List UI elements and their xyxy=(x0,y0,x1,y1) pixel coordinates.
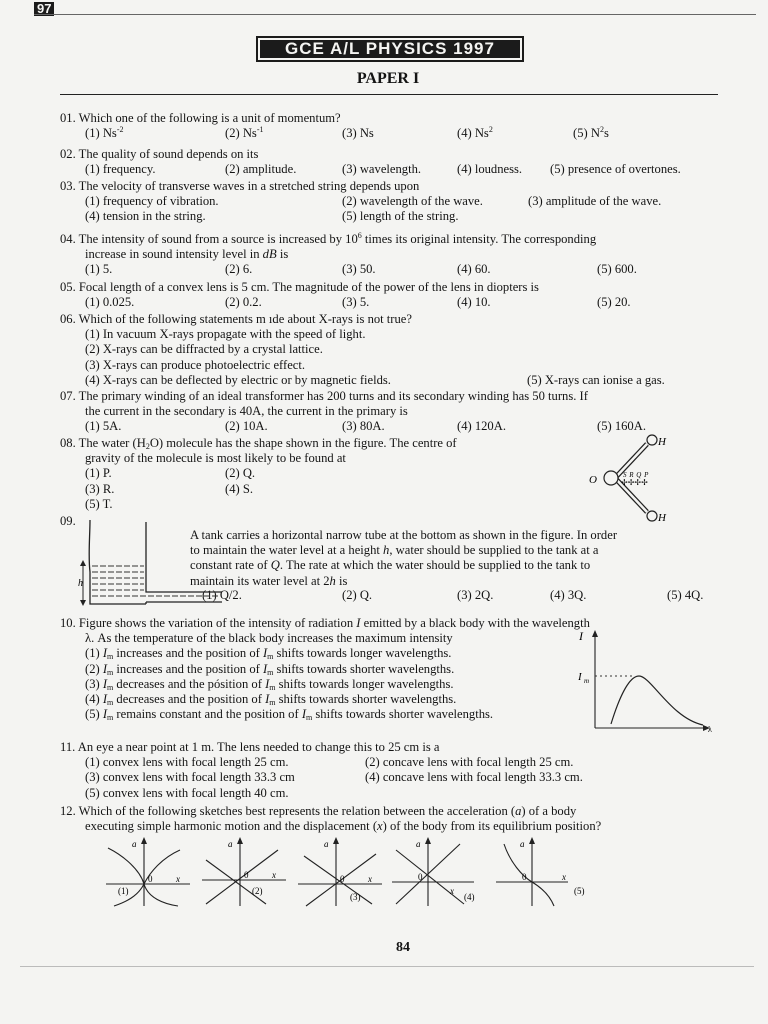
option-2: (2) concave lens with focal length 25 cm. xyxy=(365,755,574,770)
svg-text:(2): (2) xyxy=(252,886,263,896)
question-08: 08. The water $(H_2O)$ molecule has the shape shown in the figure. The centre of gravity of the molecule is most likely to be found at (1) P. (2) Q. (3) R. (4) S. (5) T. xyxy=(60,436,457,511)
options-row xyxy=(60,194,662,209)
option-5: (5) $I_m$ remains constant and the position of $I_m$ shifts towards shorter wavelengths. xyxy=(85,707,494,723)
tank-figure xyxy=(74,516,224,612)
blackbody-figure xyxy=(575,628,715,736)
sketch-2 xyxy=(196,836,292,908)
svg-text:x: x xyxy=(368,874,372,884)
option-4: (4) $I_m$ decreases and the position of $I_m$ shifts towards shorter wavelengths. xyxy=(85,692,457,708)
title-rule xyxy=(60,94,718,95)
question-07: 07. The primary winding of an ideal transformer has 200 turns and its secondary winding has 50 turns. If the current in the secondary is 40A, the current in the primary is (1) 5A. (2) 10A. (3) 80A. (4) 120A. (5) 160A. xyxy=(60,389,646,434)
option-1: (1) 5A. xyxy=(85,419,122,434)
svg-text:(3): (3) xyxy=(350,892,361,902)
option-3: (3) 2Q. xyxy=(457,588,494,602)
option-1: (1) P. xyxy=(85,466,112,481)
option-1: (1) $I_m$ increases and the position of $I_m$ shifts towards longer wavelengths. xyxy=(85,646,452,662)
option-1: (1) 0.025. xyxy=(85,295,135,310)
option-3: (3) convex lens with focal length 33.3 cm xyxy=(85,770,295,785)
question-text: An eye a near point at 1 m. The lens needed to change this to 25 cm is a xyxy=(77,740,440,754)
sketch-1 xyxy=(100,836,196,908)
question-number: 01. xyxy=(60,111,76,125)
option-3: (3) 50. xyxy=(342,262,376,277)
svg-text:0: 0 xyxy=(148,874,153,884)
option-2: (2) X-rays can be diffracted by a crystal lattice. xyxy=(85,342,323,357)
option-2: (2) Q. xyxy=(342,588,373,602)
option-3: (3) $I_m$ decreases and the pósition of $I_m$ shifts towards longer wavelengths. xyxy=(85,676,454,692)
exam-title-banner: GCE A/L PHYSICS 1997 xyxy=(256,36,524,62)
option-1: (1) 5. xyxy=(85,262,113,277)
question-10: 10. Figure shows the variation of the intensity of radiation I emitted by a black body with the wavelength λ. As the temperature of the black body increases the maximum intensity (1) $I_m$ increases and the position of $I_m$ shifts towards longer wavelengths. (2) $I_m$ increases and the position of $I_m$ shifts towards shorter wavelengths. (3) $I_m$ decreases and the pósition of $I_m$ shifts towards longer wavelengths. (4) $I_m$ decreases and the position of $I_m$ shifts towards shorter wavelengths. (5) $I_m$ remains constant and the position of $I_m$ shifts towards shorter wavelengths. xyxy=(60,616,590,723)
option-4: (4) loudness. xyxy=(457,162,523,177)
option-2: (2) 6. xyxy=(225,262,253,277)
sketch-4 xyxy=(388,836,484,908)
svg-text:a: a xyxy=(132,839,137,849)
svg-text:0: 0 xyxy=(418,872,423,882)
svg-text:λ: λ xyxy=(708,725,712,734)
options-row xyxy=(60,419,646,434)
option-5: (5) 160A. xyxy=(597,419,646,434)
option-3: (3) 80A. xyxy=(342,419,385,434)
option-5: (5) length of the string. xyxy=(342,209,459,224)
option-2: (2) amplitude. xyxy=(225,162,297,177)
options-row xyxy=(60,755,574,770)
option-3: (3) amplitude of the wave. xyxy=(528,194,662,209)
option-4: (4) 10. xyxy=(457,295,491,310)
option-4: (4) tension in the string. xyxy=(85,209,206,224)
question-text: Focal length of a convex lens is 5 cm. The magnitude of the power of the lens in diopters is xyxy=(78,280,539,294)
option-5: (5) presence of overtones. xyxy=(550,162,681,177)
option-1: (1) frequency of vibration. xyxy=(85,194,219,209)
question-09: 09. xyxy=(60,514,76,528)
option-4: (4) concave lens with focal length 33.3 cm. xyxy=(365,770,583,785)
svg-text:m: m xyxy=(584,677,590,685)
options-row xyxy=(60,262,637,277)
svg-text:(4): (4) xyxy=(464,892,475,902)
question-09-text: A tank carries a horizontal narrow tube at the bottom as shown in the figure. In order to maintain the water level at a height h, water should be supplied to the tank at a constant rate of Q. The rate at which the water should be supplied to the tank to maintain its water level at 2h is xyxy=(190,528,618,588)
options-row xyxy=(60,497,457,512)
svg-text:0: 0 xyxy=(340,874,345,884)
bottom-rule xyxy=(20,966,754,967)
option-3: (3) wavelength. xyxy=(342,162,422,177)
option-2: (2) Q. xyxy=(225,466,256,481)
option-4: (4) X-rays can be deflected by electric or by magnetic fields. xyxy=(85,372,391,387)
options-row xyxy=(60,372,665,388)
option-2: (2) $Ns^{-1}$ xyxy=(225,125,264,141)
question-11: 11. An eye a near point at 1 m. The lens needed to change this to 25 cm is a (1) convex lens with focal length 25 cm. (2) concave lens with focal length 25 cm. (3) convex lens with focal length 33.3 cm (4) concave lens with focal length 33.3 cm. (5) convex lens with focal length 40 cm. xyxy=(60,740,583,800)
option-1: (1) frequency. xyxy=(85,162,156,177)
paper-title: PAPER I xyxy=(356,70,420,87)
svg-text:0: 0 xyxy=(522,872,527,882)
svg-text:I: I xyxy=(579,629,583,643)
options-row xyxy=(60,482,457,497)
svg-text:h: h xyxy=(78,578,83,589)
option-2: (2) $I_m$ increases and the position of $I_m$ shifts towards shorter wavelengths. xyxy=(85,661,455,677)
corner-tag: 97 xyxy=(34,2,54,16)
option-3: (3) R. xyxy=(85,481,115,496)
sketch-3 xyxy=(292,836,388,908)
svg-text:x: x xyxy=(176,874,180,884)
svg-text:✢✢✢✢: ✢✢✢✢ xyxy=(621,478,648,487)
question-03: 03. The velocity of transverse waves in a stretched string depends upon (1) frequency of vibration. (2) wavelength of the wave. (3) amplitude of the wave. (4) tension in the string. (5) length of the string. xyxy=(60,179,662,224)
option-3: (3) X-rays can produce photoelectric effect. xyxy=(85,357,306,372)
option-3: (3) Ns xyxy=(342,126,374,141)
svg-text:H: H xyxy=(658,436,666,448)
option-1: (1) convex lens with focal length 25 cm. xyxy=(85,755,289,770)
options-row xyxy=(60,770,583,785)
option-3: (3) 5. xyxy=(342,295,370,310)
question-05: 05. Focal length of a convex lens is 5 cm. The magnitude of the power of the lens in diopters is (1) 0.025. (2) 0.2. (3) 5. (4) 10. (5) 20. xyxy=(60,280,631,310)
svg-text:S R Q P: S R Q P xyxy=(623,471,649,479)
option-4: (4) 120A. xyxy=(457,419,506,434)
svg-text:(1): (1) xyxy=(118,886,129,896)
option-5: (5) T. xyxy=(85,496,113,511)
option-2: (2) 0.2. xyxy=(225,295,262,310)
svg-text:0: 0 xyxy=(244,870,249,880)
option-5: (5) 600. xyxy=(597,262,637,277)
svg-text:H: H xyxy=(658,512,666,524)
question-text: The quality of sound depends on its xyxy=(78,147,259,161)
options-row xyxy=(60,466,457,481)
top-rule xyxy=(34,14,756,15)
option-5: (5) $N^2s$ xyxy=(573,125,609,141)
option-1: (1) $Ns^{-2}$ xyxy=(85,125,124,141)
question-text: The velocity of transverse waves in a stretched string depends upon xyxy=(78,179,420,193)
option-5: (5) 4Q. xyxy=(667,588,704,602)
option-4: (4) Ns$^2$ xyxy=(457,125,493,141)
sketch-5 xyxy=(492,836,596,908)
water-molecule-figure xyxy=(585,430,695,524)
question-01 xyxy=(60,111,609,141)
option-5: (5) 20. xyxy=(597,295,631,310)
svg-text:a: a xyxy=(416,839,421,849)
question-06: 06. Which of the following statements m ıde about X-rays is not true? (1) In vacuum X-rays propagate with the speed of light. (2) X-rays can be diffracted by a crystal lattice. (3) X-rays can produce photoelectric effect. (4) X-rays can be deflected by electric or by magnetic fields. (5) X-rays can ionise a gas. xyxy=(60,312,665,387)
question-04: 04. The intensity of sound from a source is increased by $10^6$ times its original intensity. The corresponding increase in sound intensity level in dB is (1) 5. (2) 6. (3) 50. (4) 60. (5) 600. xyxy=(60,231,637,277)
question-02: 02. The quality of sound depends on its (1) frequency. (2) amplitude. (3) wavelength. (4) loudness. (5) presence of overtones. xyxy=(60,147,681,177)
svg-text:a: a xyxy=(324,839,329,849)
svg-text:x: x xyxy=(450,886,454,896)
option-5: (5) X-rays can ionise a gas. xyxy=(527,372,665,387)
option-5: (5) convex lens with focal length 40 cm. xyxy=(85,785,289,800)
svg-text:a: a xyxy=(520,839,525,849)
option-4: (4) S. xyxy=(225,481,253,496)
option-2: (2) 10A. xyxy=(225,419,268,434)
page-number: 84 xyxy=(396,940,410,955)
options-row xyxy=(60,125,609,141)
question-text: Which of the following statements m ıde about X-rays is not true? xyxy=(78,312,412,326)
svg-text:a: a xyxy=(228,839,233,849)
option-2: (2) wavelength of the wave. xyxy=(342,194,483,209)
svg-text:O: O xyxy=(589,474,597,486)
svg-text:x: x xyxy=(562,872,566,882)
question-text: Which one of the following is a unit of momentum? xyxy=(78,111,341,125)
svg-text:x: x xyxy=(272,870,276,880)
options-row xyxy=(60,209,459,224)
option-4: (4) 3Q. xyxy=(550,588,587,602)
question-12: 12. Which of the following sketches best represents the relation between the acceleration (a) of a body executing simple harmonic motion and the displacement (x) of the body from its equilibrium position? xyxy=(60,804,602,834)
option-1: (1) In vacuum X-rays propagate with the speed of light. xyxy=(85,327,366,342)
svg-text:(5): (5) xyxy=(574,886,585,896)
option-4: (4) 60. xyxy=(457,262,491,277)
svg-text:I: I xyxy=(578,671,582,683)
option-1: (1) Q/2. xyxy=(202,588,242,602)
